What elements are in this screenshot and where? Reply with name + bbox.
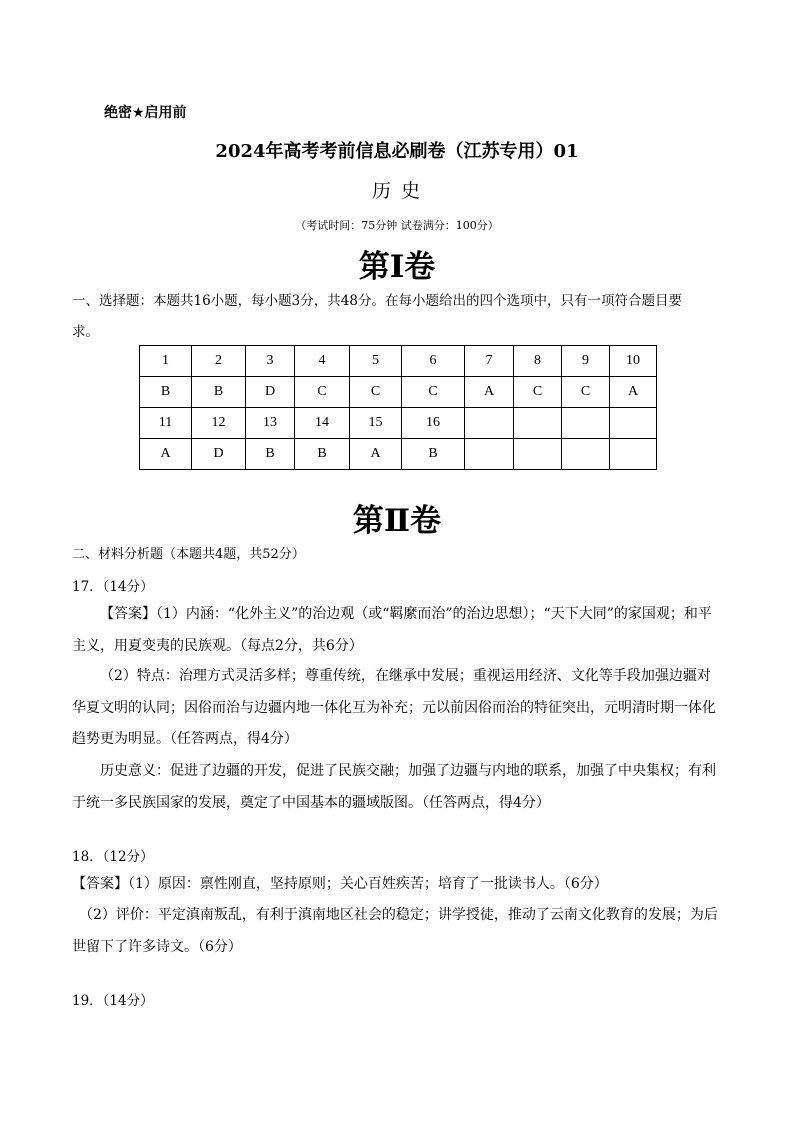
answer-table-cell xyxy=(514,408,562,439)
answer-table-cell: C xyxy=(295,377,350,408)
answer-table xyxy=(139,345,657,470)
answer-table-cell: A xyxy=(465,377,514,408)
exam-title: 2024年高考考前信息必刷卷（江苏专用）01 xyxy=(215,141,579,162)
choice-instructions-line1: 一、选择题：本题共16小题，每小题3分，共48分。在每小题给出的四个选项中，只有一项符合题目要 xyxy=(72,293,682,309)
question-17-answer-part2: （2）特点：治理方式灵活多样；尊重传统，在继承中发展；重视运用经济、文化等手段加强边疆对华夏文明的认同；因俗而治与边疆内地一体化互为补充；元以前因俗而治的特征突出，元明清时期一体化趋势更为明显。（任答两点，得4分） xyxy=(72,668,716,747)
answer-table-cell: 11 xyxy=(140,408,192,439)
volume-1-title: 第Ⅰ卷 xyxy=(358,249,436,285)
answer-table-cell: B xyxy=(140,377,192,408)
answer-table-cell: 15 xyxy=(350,408,402,439)
answer-table-row xyxy=(140,377,657,408)
answer-table-cell xyxy=(562,408,610,439)
question-18-answer-part1: 【答案】（1）原因：禀性刚直，坚持原则；关心百姓疾苦；培育了一批读书人。（6分） xyxy=(72,876,608,892)
answer-table-cell: 10 xyxy=(610,346,657,377)
answer-table-row xyxy=(140,408,657,439)
choice-instructions-line2: 求。 xyxy=(72,324,99,340)
answer-table-cell xyxy=(610,408,657,439)
answer-table-cell: 2 xyxy=(192,346,246,377)
answer-table-cell: B xyxy=(246,439,295,470)
answer-table-cell: A xyxy=(350,439,402,470)
question-17-heading: 17．（14分） xyxy=(72,579,154,595)
question-18-heading: 18．（12分） xyxy=(72,849,154,865)
answer-table-cell xyxy=(610,439,657,470)
section-heading: 二、材料分析题（本题共4题，共52分） xyxy=(72,547,305,562)
answer-table-cell: 16 xyxy=(402,408,465,439)
answer-table-cell xyxy=(562,439,610,470)
question-18-answer-part2: （2）评价：平定滇南叛乱，有利于滇南地区社会的稳定；讲学授徒，推动了云南文化教育的发展；为后世留下了许多诗文。（6分） xyxy=(72,907,718,955)
answer-table-cell: A xyxy=(610,377,657,408)
answer-table-cell: B xyxy=(192,377,246,408)
answer-table-cell: A xyxy=(140,439,192,470)
answer-table-cell: 1 xyxy=(140,346,192,377)
answer-table-cell: 12 xyxy=(192,408,246,439)
answer-table-cell: 4 xyxy=(295,346,350,377)
answer-table-cell: B xyxy=(295,439,350,470)
question-17-answer-part1: 【答案】（1）内涵：“化外主义”的治边观（或“羁縻而治”的治边思想）；“天下大同”的家国观；和平主义，用夏变夷的民族观。（每点2分，共6分） xyxy=(72,606,712,654)
answer-table-row xyxy=(140,439,657,470)
answer-table-cell: 5 xyxy=(350,346,402,377)
answer-table-row xyxy=(140,346,657,377)
answer-table-cell: 7 xyxy=(465,346,514,377)
answer-table-cell: 8 xyxy=(514,346,562,377)
confidential-mark: 绝密★启用前 xyxy=(104,105,187,121)
answer-table-cell xyxy=(465,439,514,470)
answer-table-cell: 6 xyxy=(402,346,465,377)
answer-table-cell: D xyxy=(246,377,295,408)
exam-info: （考试时间：75分钟 试卷满分：100分） xyxy=(295,219,499,232)
answer-table-cell: C xyxy=(350,377,402,408)
answer-table-cell: 13 xyxy=(246,408,295,439)
answer-table-cell: B xyxy=(402,439,465,470)
answer-table-cell xyxy=(514,439,562,470)
question-19-heading: 19．（14分） xyxy=(72,993,154,1009)
answer-table-cell: D xyxy=(192,439,246,470)
answer-table-cell: 14 xyxy=(295,408,350,439)
answer-table-cell: C xyxy=(514,377,562,408)
answer-table-cell: C xyxy=(402,377,465,408)
answer-table-cell: C xyxy=(562,377,610,408)
subject-title: 历 史 xyxy=(371,180,423,202)
answer-table-cell xyxy=(465,408,514,439)
question-17-historical-significance: 历史意义：促进了边疆的开发，促进了民族交融；加强了边疆与内地的联系，加强了中央集权；有利于统一多民族国家的发展，奠定了中国基本的疆域版图。（任答两点，得4分） xyxy=(72,763,716,811)
answer-table-cell: 9 xyxy=(562,346,610,377)
answer-table-cell: 3 xyxy=(246,346,295,377)
volume-2-title: 第Ⅱ卷 xyxy=(352,503,442,539)
